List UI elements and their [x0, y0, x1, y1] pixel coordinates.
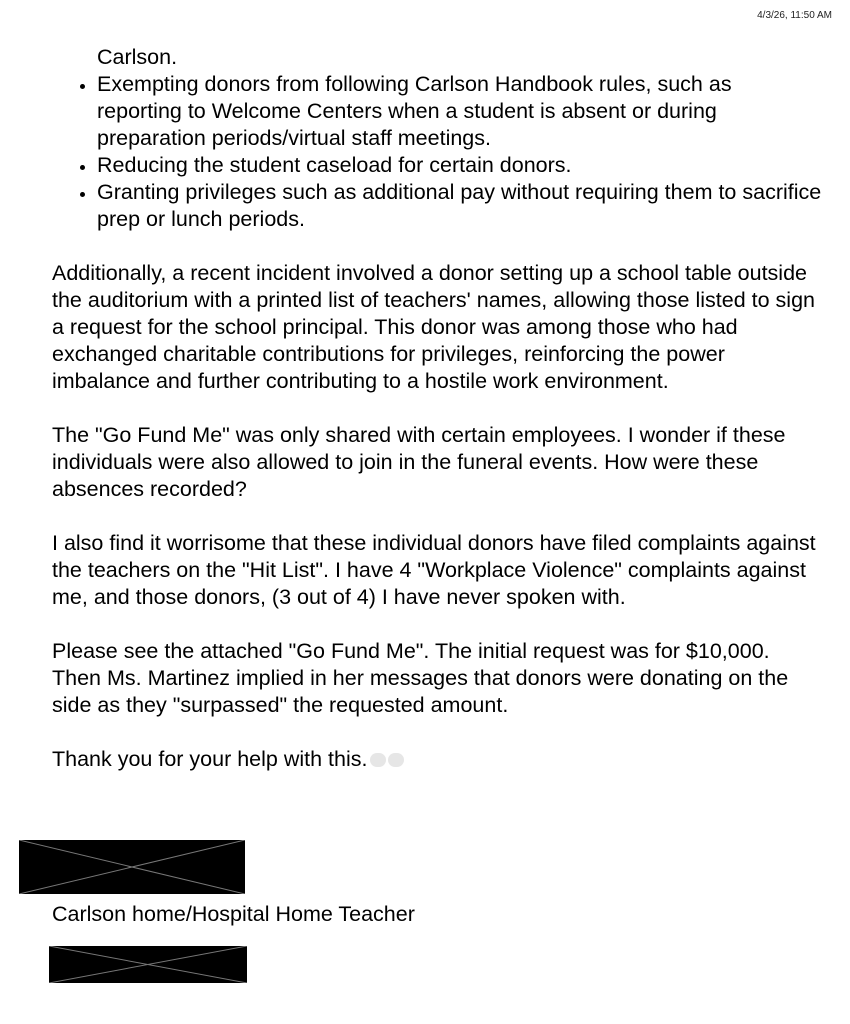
closing-text: Thank you for your help with this.: [52, 747, 368, 771]
redacted-emoji: [370, 753, 404, 767]
print-timestamp: 4/3/26, 11:50 AM: [757, 10, 832, 21]
paragraph-attachment: Please see the attached "Go Fund Me". The initial request was for $10,000. Then Ms. Martinez implied in her messages that donors were donating on the side as they "surpassed" the requested amount.: [52, 639, 789, 717]
paragraph-incident: Additionally, a recent incident involved a donor setting up a school table outside the auditorium with a printed list of teachers' names, allowing those listed to sign a request for the school principal. This donor was among those who had exchanged charitable contributions for privileges, reinforcing the power imbalance and further contributing to a hostile work environment.: [52, 261, 815, 393]
redaction-cross-icon: [19, 840, 245, 894]
bullet-item: • Granting privileges such as additional pay without requiring them to sacrifice prep or lunch periods.: [97, 179, 822, 233]
bullet-list: [52, 71, 822, 233]
paragraph-complaints: I also find it worrisome that these individual donors have filed complaints against the teachers on the "Hit List". I have 4 "Workplace Violence" complaints against me, and those donors, (3 out of 4) I have never spoken with.: [52, 531, 816, 609]
redacted-name-box: [19, 840, 245, 894]
continued-text: Carlson.: [97, 45, 178, 69]
paragraph-gofundme: The "Go Fund Me" was only shared with certain employees. I wonder if these individuals were also allowed to join in the funeral events. How were these absences recorded?: [52, 423, 786, 501]
emoji-placeholder-icon: [370, 753, 386, 767]
bullet-item: • Exempting donors from following Carlson Handbook rules, such as reporting to Welcome Centers when a student is absent or during preparation periods/virtual staff meetings.: [97, 71, 822, 152]
emoji-placeholder-icon: [388, 753, 404, 767]
bullet-item: • Reducing the student caseload for certain donors.: [97, 152, 822, 179]
signature-title: Carlson home/Hospital Home Teacher: [52, 902, 415, 926]
closing-line: [52, 746, 822, 773]
redacted-contact-box: [49, 946, 247, 983]
document-body: [52, 44, 822, 773]
redaction-cross-icon: [49, 946, 247, 983]
